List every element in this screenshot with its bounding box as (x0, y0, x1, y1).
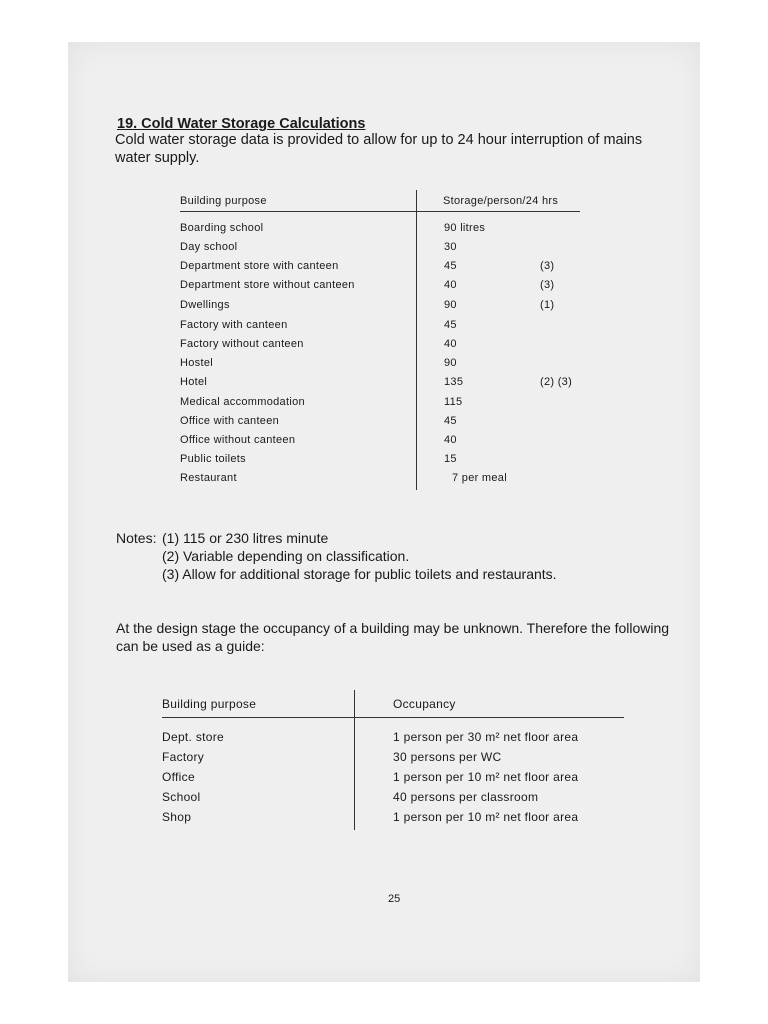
note-ref: (2) (3) (540, 376, 573, 388)
document-page (68, 42, 700, 982)
building-purpose: Department store without canteen (180, 279, 355, 291)
building-purpose: Boarding school (180, 222, 264, 234)
table-row (180, 357, 580, 376)
storage-value: 45 (444, 260, 457, 272)
building-purpose: Office with canteen (180, 415, 280, 427)
note-ref: (3) (540, 260, 555, 272)
building-purpose: Public toilets (180, 453, 246, 465)
building-purpose: Dwellings (180, 299, 230, 311)
occupancy-value: 1 person per 10 m² net floor area (393, 770, 579, 784)
table-row (180, 260, 580, 279)
storage-value: 30 (444, 241, 457, 253)
storage-value: 90 (444, 299, 457, 311)
table-row (180, 434, 580, 453)
occupancy-value: 30 persons per WC (393, 750, 502, 764)
building-purpose: Factory (162, 750, 205, 764)
storage-value: 45 (444, 319, 457, 331)
occupancy-value: 1 person per 30 m² net floor area (393, 730, 579, 744)
table-row (180, 319, 580, 338)
building-purpose: Hostel (180, 357, 213, 369)
table-row (162, 810, 624, 830)
storage-value: 90 litres (444, 222, 486, 234)
storage-value: 40 (444, 338, 457, 350)
building-purpose: Hotel (180, 376, 208, 388)
note-item: (3) Allow for additional storage for public toilets and restaurants. (162, 566, 557, 582)
storage-table-header-storage: Storage/person/24 hrs (443, 195, 559, 207)
storage-value: 135 (444, 376, 464, 388)
occupancy-value: 40 persons per classroom (393, 790, 539, 804)
occupancy-table-header-occupancy: Occupancy (393, 697, 456, 711)
table-row (180, 453, 580, 472)
storage-value: 115 (444, 396, 463, 408)
table-row (180, 415, 580, 434)
building-purpose: Shop (162, 810, 192, 824)
storage-value: 7 per meal (452, 472, 507, 484)
page-number: 25 (388, 893, 401, 905)
storage-value: 40 (444, 279, 457, 291)
notes-label: Notes: (116, 530, 157, 546)
table-row (162, 730, 624, 750)
building-purpose: Medical accommodation (180, 396, 305, 408)
note-item: (1) 115 or 230 litres minute (162, 530, 329, 546)
building-purpose: Day school (180, 241, 238, 253)
building-purpose: Office without canteen (180, 434, 296, 446)
building-purpose: School (162, 790, 201, 804)
note-ref: (1) (540, 299, 555, 311)
building-purpose: Restaurant (180, 472, 237, 484)
table-divider (162, 717, 624, 718)
storage-value: 45 (444, 415, 457, 427)
building-purpose: Factory without canteen (180, 338, 304, 350)
storage-value: 40 (444, 434, 457, 446)
guide-paragraph: At the design stage the occupancy of a building may be unknown. Therefore the following can be used as a guide: (116, 620, 670, 654)
table-row (180, 222, 580, 241)
building-purpose: Factory with canteen (180, 319, 288, 331)
intro-paragraph: Cold water storage data is provided to allow for up to 24 hour interruption of mains water supply. (115, 132, 643, 166)
notes (116, 529, 557, 583)
table-row (162, 750, 624, 770)
table-row (180, 279, 580, 298)
storage-value: 15 (444, 453, 457, 465)
table-row (180, 338, 580, 357)
table-row (180, 472, 580, 491)
storage-table-header-purpose: Building purpose (180, 195, 267, 207)
building-purpose: Department store with canteen (180, 260, 339, 272)
table-row (162, 790, 624, 810)
section-title: 19. Cold Water Storage Calculations (117, 116, 366, 132)
occupancy-value: 1 person per 10 m² net floor area (393, 810, 579, 824)
occupancy-table-header-purpose: Building purpose (162, 697, 257, 711)
table-row (180, 396, 580, 415)
table-divider (180, 211, 580, 212)
table-row (180, 299, 580, 318)
note-ref: (3) (540, 279, 555, 291)
building-purpose: Office (162, 770, 195, 784)
table-row (180, 376, 580, 395)
note-item: (2) Variable depending on classification. (162, 548, 410, 564)
storage-value: 90 (444, 357, 457, 369)
table-row (180, 241, 580, 260)
table-row (162, 770, 624, 790)
building-purpose: Dept. store (162, 730, 224, 744)
